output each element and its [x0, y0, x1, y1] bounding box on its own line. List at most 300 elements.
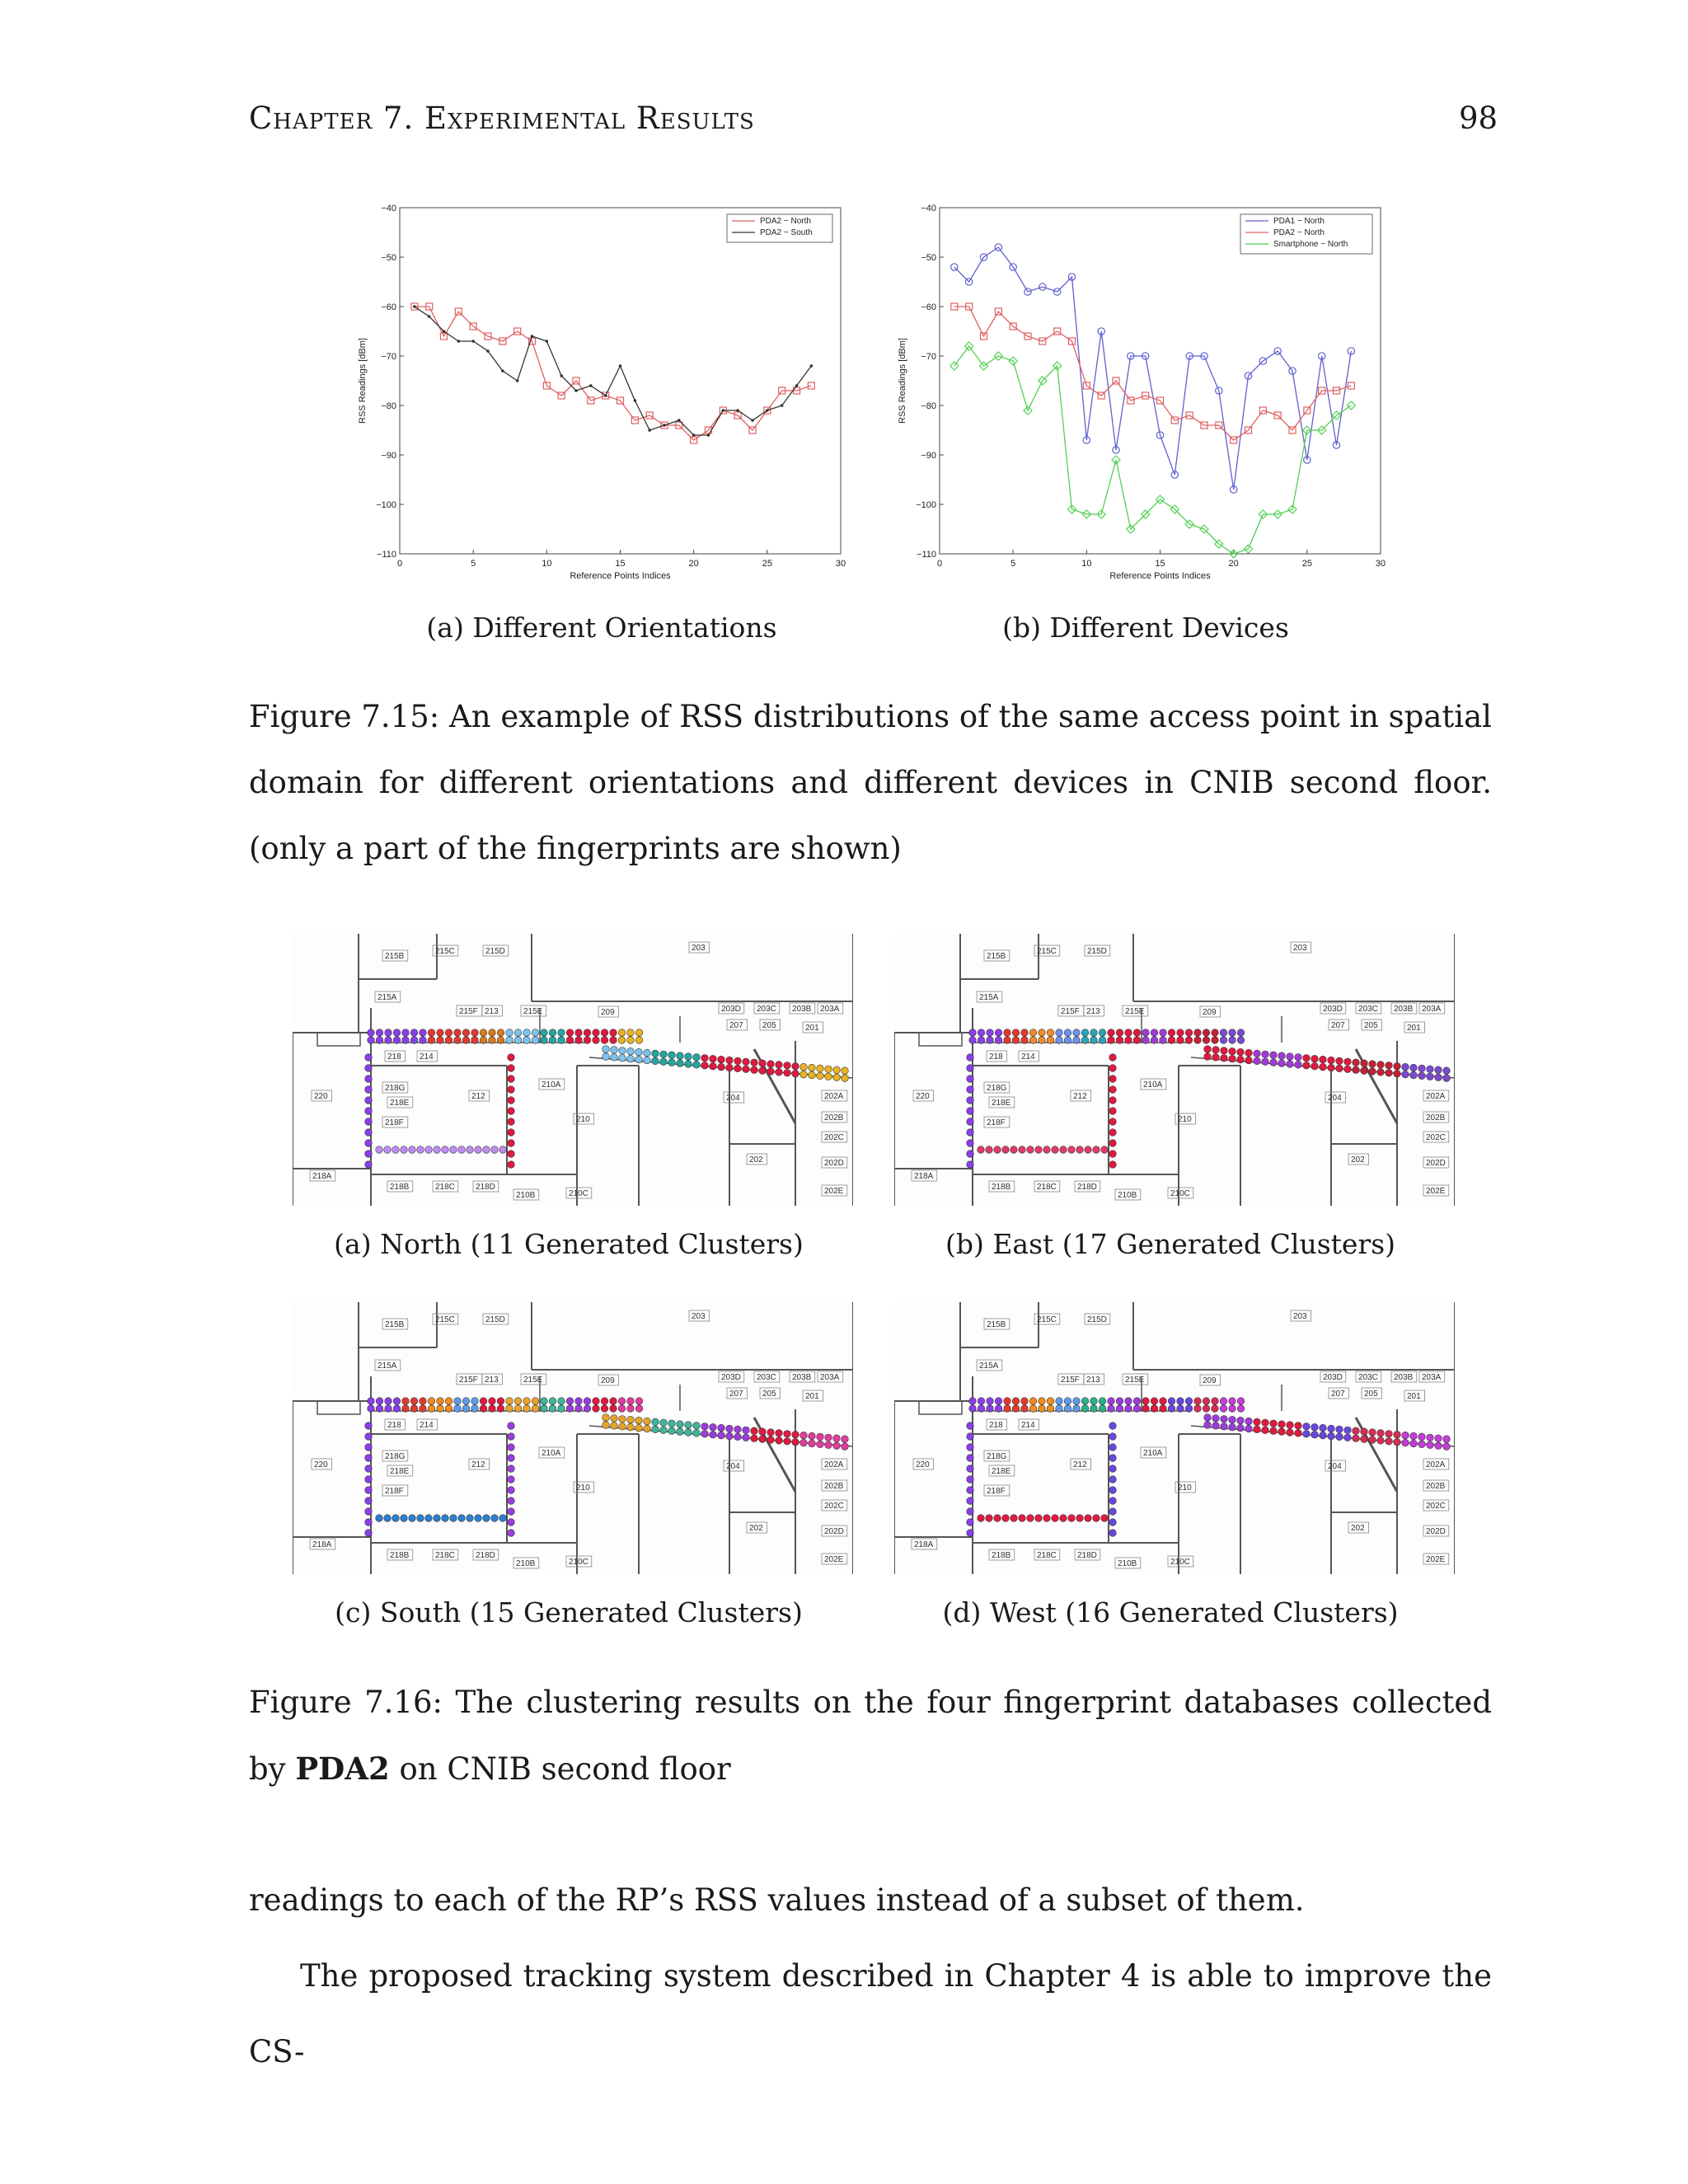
x-tick-label: 30 [835, 559, 846, 569]
room-label: 214 [1021, 1052, 1035, 1062]
fingerprint-point [1410, 1064, 1418, 1071]
fingerprint-point [986, 1146, 993, 1154]
fingerprint-point [1229, 1047, 1236, 1055]
fingerprint-point [541, 1037, 548, 1044]
fingerprint-point [1093, 1515, 1100, 1522]
fingerprint-point [393, 1398, 401, 1405]
room-label: 202B [1426, 1482, 1446, 1491]
room-label: 215E [1125, 1007, 1145, 1016]
fingerprint-point [677, 1060, 684, 1067]
fingerprint-point [652, 1418, 659, 1426]
fingerprint-point [610, 1029, 617, 1037]
x-axis-label: Reference Points Indices [570, 571, 671, 581]
fingerprint-point [558, 1037, 565, 1044]
fingerprint-point [710, 1055, 717, 1062]
fingerprint-point [1004, 1398, 1011, 1405]
fingerprint-point [685, 1429, 692, 1436]
room-label: 203B [1394, 1373, 1414, 1382]
fingerprint-point [987, 1398, 994, 1405]
fingerprint-point [491, 1146, 499, 1154]
legend-label: PDA2 − North [1273, 228, 1325, 237]
fingerprint-point [1344, 1434, 1352, 1441]
room-label: 215C [1037, 1315, 1057, 1324]
fingerprint-point [1109, 1108, 1117, 1115]
fingerprint-point [593, 1037, 600, 1044]
fingerprint-point [603, 1414, 610, 1422]
fingerprint-point [368, 1398, 375, 1405]
fingerprint-point [611, 1047, 618, 1054]
fingerprint-point [969, 1029, 977, 1037]
fingerprint-point [718, 1424, 725, 1432]
fingerprint-point [1116, 1037, 1123, 1044]
fingerprint-point [1151, 1405, 1158, 1413]
room-label: 202E [1426, 1555, 1446, 1564]
floor-plan-north [293, 934, 853, 1206]
fingerprint-point [575, 1037, 583, 1044]
legend-label: Smartphone − North [1273, 240, 1348, 249]
fingerprint-point [462, 1398, 470, 1405]
room-label: 218E [390, 1467, 410, 1476]
fingerprint-point [376, 1029, 383, 1037]
fingerprint-point [434, 1515, 441, 1522]
room-label: 210 [576, 1483, 590, 1493]
fingerprint-point [1168, 1037, 1175, 1044]
fingerprint-point [458, 1146, 466, 1154]
fingerprint-point [809, 1071, 816, 1079]
room-label: 203B [792, 1005, 812, 1014]
fingerprint-point [967, 1129, 974, 1137]
legend-label: PDA2 − South [760, 228, 813, 237]
fingerprint-point [1386, 1431, 1393, 1438]
fingerprint-point [1039, 1398, 1046, 1405]
fingerprint-point [1099, 1405, 1106, 1413]
fingerprint-point [677, 1428, 684, 1436]
data-point [795, 384, 799, 387]
fingerprint-point [1328, 1425, 1335, 1432]
fingerprint-point [668, 1420, 676, 1427]
fingerprint-point [1012, 1398, 1020, 1405]
fingerprint-point [566, 1405, 574, 1413]
fingerprint-point [1377, 1430, 1385, 1437]
x-tick-label: 10 [542, 559, 552, 569]
room-label: 213 [485, 1376, 499, 1385]
fingerprint-point [792, 1431, 799, 1438]
fingerprint-point [1353, 1435, 1360, 1442]
fingerprint-point [800, 1432, 808, 1439]
fingerprint-point [776, 1069, 783, 1076]
fingerprint-point [1185, 1037, 1193, 1044]
rss-device-chart [890, 198, 1401, 593]
fingerprint-point [1068, 1146, 1076, 1154]
fingerprint-point [1125, 1398, 1132, 1405]
fingerprint-point [1203, 1037, 1210, 1044]
fingerprint-point [967, 1433, 974, 1441]
fingerprint-point [967, 1497, 974, 1505]
room-label: 210C [569, 1558, 588, 1567]
room-label: 218F [987, 1118, 1006, 1127]
body-paragraph-start: The proposed tracking system described in Chapter 4 is able to improve the CS- [249, 1958, 1492, 2069]
data-point [707, 434, 710, 437]
fingerprint-point [792, 1438, 799, 1446]
data-point [589, 384, 593, 387]
room-label: 215A [377, 1361, 397, 1371]
fingerprint-point [1204, 1053, 1212, 1061]
fingerprint-point [701, 1423, 709, 1431]
fingerprint-point [1336, 1426, 1343, 1433]
fingerprint-point [1052, 1146, 1059, 1154]
fingerprint-point [508, 1530, 515, 1537]
fingerprint-point [1295, 1430, 1302, 1437]
fingerprint-point [767, 1429, 775, 1436]
fingerprint-point [471, 1398, 479, 1405]
fingerprint-point [800, 1439, 808, 1446]
fingerprint-point [1133, 1029, 1141, 1037]
fingerprint-point [644, 1418, 651, 1425]
room-label: 218 [989, 1052, 1003, 1062]
body-paragraph-end: readings to each of the RP’s RSS values instead of a subset of them. [249, 1882, 1305, 1918]
fingerprint-point [978, 1515, 985, 1522]
fingerprint-point [506, 1037, 513, 1044]
fingerprint-point [601, 1037, 608, 1044]
fingerprint-point [1328, 1432, 1335, 1440]
fingerprint-point [978, 1405, 985, 1413]
x-tick-label: 25 [762, 559, 772, 569]
room-label: 202E [824, 1555, 844, 1564]
fingerprint-point [1220, 1029, 1227, 1037]
fingerprint-point [409, 1146, 416, 1154]
fingerprint-point [1039, 1037, 1046, 1044]
room-label: 210C [1170, 1189, 1190, 1198]
fingerprint-point [1160, 1405, 1167, 1413]
room-label: 218G [385, 1452, 406, 1461]
fingerprint-point [365, 1097, 373, 1104]
y-axis-label: RSS Readings [dBm] [358, 338, 368, 424]
room-label: 218C [435, 1551, 455, 1560]
fingerprint-point [1212, 1422, 1220, 1430]
fingerprint-point [611, 1422, 618, 1430]
fingerprint-point [523, 1405, 531, 1413]
fingerprint-point [489, 1398, 496, 1405]
fingerprint-point [384, 1515, 392, 1522]
fingerprint-point [428, 1405, 435, 1413]
fingerprint-point [365, 1065, 373, 1072]
fingerprint-point [601, 1029, 608, 1037]
subcaption-south: (c) South (15 Generated Clusters) [335, 1596, 803, 1629]
fingerprint-point [1109, 1497, 1117, 1505]
room-label: 203C [757, 1373, 776, 1382]
fingerprint-point [784, 1062, 791, 1070]
fingerprint-point [710, 1062, 717, 1070]
room-label: 205 [1364, 1021, 1378, 1030]
fingerprint-point [1394, 1062, 1401, 1070]
fingerprint-point [809, 1064, 816, 1071]
fingerprint-point [365, 1076, 373, 1083]
fingerprint-point [1039, 1405, 1046, 1413]
fingerprint-point [593, 1405, 600, 1413]
fingerprint-point [410, 1037, 418, 1044]
fingerprint-point [365, 1519, 373, 1526]
fingerprint-point [635, 1398, 643, 1405]
fingerprint-point [726, 1064, 734, 1071]
fingerprint-point [480, 1037, 487, 1044]
subcaption-orientations: (a) Different Orientations [426, 612, 777, 644]
fingerprint-point [668, 1059, 676, 1066]
fingerprint-point [1328, 1057, 1335, 1064]
fingerprint-point [1076, 1146, 1084, 1154]
room-label: 212 [471, 1460, 485, 1469]
fingerprint-point [1194, 1398, 1202, 1405]
fingerprint-point [365, 1433, 373, 1441]
fingerprint-point [1237, 1417, 1245, 1424]
fingerprint-point [833, 1066, 841, 1074]
fingerprint-point [1204, 1046, 1212, 1053]
fingerprint-point [1311, 1423, 1319, 1431]
data-point [781, 404, 784, 407]
fingerprint-point [506, 1405, 513, 1413]
room-label: 209 [601, 1376, 615, 1385]
fingerprint-point [627, 1398, 635, 1405]
fingerprint-point [635, 1056, 643, 1063]
room-label: 204 [726, 1462, 740, 1471]
fingerprint-point [1303, 1431, 1311, 1438]
fingerprint-point [593, 1398, 600, 1405]
fingerprint-point [1254, 1426, 1261, 1433]
fingerprint-point [987, 1029, 994, 1037]
fingerprint-point [508, 1465, 515, 1473]
fingerprint-point [610, 1405, 617, 1413]
fingerprint-point [817, 1441, 824, 1448]
fingerprint-point [499, 1515, 507, 1522]
fingerprint-point [1377, 1069, 1385, 1076]
room-label: 218B [390, 1551, 410, 1560]
fingerprint-point [1109, 1076, 1117, 1083]
room-label: 204 [1328, 1462, 1342, 1471]
fingerprint-point [1229, 1423, 1236, 1431]
data-point [560, 374, 563, 377]
fingerprint-point [584, 1029, 591, 1037]
room-label: 215C [435, 1315, 455, 1324]
fingerprint-point [635, 1029, 643, 1037]
room-label: 218A [312, 1172, 332, 1181]
fingerprint-point [467, 1146, 474, 1154]
fingerprint-point [619, 1423, 626, 1431]
data-point [428, 315, 431, 318]
fingerprint-point [1021, 1405, 1029, 1413]
room-label: 203C [1358, 1005, 1378, 1014]
fingerprint-point [483, 1515, 490, 1522]
fingerprint-point [1435, 1066, 1442, 1074]
fingerprint-point [506, 1029, 513, 1037]
fingerprint-point [402, 1037, 410, 1044]
room-label: 203A [820, 1373, 840, 1382]
fingerprint-point [1085, 1146, 1092, 1154]
fingerprint-point [1287, 1429, 1294, 1436]
fingerprint-point [410, 1398, 418, 1405]
fingerprint-point [532, 1029, 539, 1037]
fingerprint-point [1056, 1398, 1063, 1405]
data-point [413, 305, 416, 308]
room-label: 215D [1087, 1315, 1107, 1324]
fingerprint-point [471, 1037, 479, 1044]
fingerprint-point [1443, 1436, 1451, 1443]
fingerprint-point [434, 1146, 441, 1154]
fingerprint-point [365, 1455, 373, 1462]
fingerprint-point [1245, 1418, 1253, 1425]
fingerprint-point [1311, 1062, 1319, 1070]
fingerprint-point [393, 1037, 401, 1044]
fingerprint-point [701, 1431, 709, 1438]
data-point [457, 340, 461, 343]
fingerprint-point [1237, 1037, 1245, 1044]
fingerprint-point [1237, 1424, 1245, 1432]
fingerprint-point [549, 1037, 556, 1044]
fingerprint-point [967, 1108, 974, 1115]
fingerprint-point [1278, 1428, 1286, 1436]
fingerprint-point [1410, 1440, 1418, 1447]
fingerprint-point [1369, 1061, 1376, 1068]
fingerprint-point [969, 1405, 977, 1413]
fingerprint-point [1203, 1405, 1210, 1413]
x-tick-label: 0 [936, 559, 943, 569]
fingerprint-point [1021, 1037, 1029, 1044]
fingerprint-point [514, 1029, 522, 1037]
fingerprint-point [454, 1398, 462, 1405]
fingerprint-point [1270, 1059, 1278, 1066]
fingerprint-point [365, 1118, 373, 1126]
fingerprint-point [508, 1086, 515, 1094]
fingerprint-point [1035, 1146, 1043, 1154]
fingerprint-point [1160, 1398, 1167, 1405]
fingerprint-point [1402, 1432, 1409, 1439]
fingerprint-point [1099, 1398, 1106, 1405]
fingerprint-point [967, 1118, 974, 1126]
fingerprint-point [1410, 1432, 1418, 1440]
fingerprint-point [627, 1416, 635, 1423]
fingerprint-point [601, 1405, 608, 1413]
fingerprint-point [1064, 1405, 1071, 1413]
fingerprint-point [833, 1074, 841, 1081]
fingerprint-point [558, 1029, 565, 1037]
room-label: 212 [1073, 1092, 1087, 1101]
room-label: 205 [762, 1021, 776, 1030]
fingerprint-point [1221, 1416, 1228, 1423]
room-label: 209 [1203, 1376, 1217, 1385]
room-label: 202D [824, 1159, 844, 1168]
fingerprint-point [1019, 1515, 1026, 1522]
x-tick-label: 10 [1081, 559, 1092, 569]
room-label: 215E [523, 1376, 543, 1385]
fingerprint-point [603, 1053, 610, 1061]
subcaption-east: (b) East (17 Generated Clusters) [945, 1228, 1396, 1260]
room-label: 202C [824, 1502, 844, 1511]
fingerprint-point [1012, 1037, 1020, 1044]
fingerprint-point [1262, 1058, 1269, 1066]
fingerprint-point [417, 1515, 424, 1522]
fingerprint-point [523, 1398, 531, 1405]
fingerprint-point [1336, 1433, 1343, 1441]
room-label: 209 [601, 1008, 615, 1017]
fingerprint-point [1039, 1029, 1046, 1037]
fingerprint-point [392, 1146, 400, 1154]
fingerprint-point [619, 1055, 626, 1062]
room-label: 215A [377, 993, 397, 1002]
fingerprint-point [549, 1029, 556, 1037]
room-label: 215B [987, 1320, 1006, 1329]
fingerprint-point [508, 1076, 515, 1083]
fingerprint-point [1237, 1056, 1245, 1063]
fingerprint-point [1133, 1037, 1141, 1044]
fingerprint-point [1108, 1029, 1115, 1037]
fingerprint-point [549, 1398, 556, 1405]
fingerprint-point [611, 1415, 618, 1422]
fingerprint-point [759, 1428, 767, 1436]
fingerprint-point [710, 1423, 717, 1431]
fingerprint-point [558, 1398, 565, 1405]
room-label: 202D [1426, 1527, 1446, 1536]
caption-716-pre: Figure 7.16: The clustering results on the four fingerprint databases collected by [249, 1685, 1492, 1787]
fingerprint-point [1073, 1398, 1081, 1405]
x-tick-label: 20 [1228, 559, 1239, 569]
fingerprint-point [759, 1067, 767, 1075]
fingerprint-point [489, 1405, 496, 1413]
fingerprint-point [1109, 1455, 1117, 1462]
y-tick-label: −100 [916, 500, 936, 510]
fingerprint-point [392, 1515, 400, 1522]
fingerprint-point [1245, 1425, 1253, 1432]
fingerprint-point [1056, 1037, 1063, 1044]
room-label: 202D [1426, 1159, 1446, 1168]
fingerprint-point [1212, 1054, 1220, 1062]
fingerprint-point [1427, 1073, 1434, 1080]
fingerprint-point [726, 1425, 734, 1432]
fingerprint-point [1394, 1438, 1401, 1446]
room-label: 215B [987, 952, 1006, 961]
fingerprint-point [734, 1433, 742, 1441]
fingerprint-point [1320, 1056, 1327, 1063]
fingerprint-point [1212, 1029, 1219, 1037]
room-label: 215D [485, 1315, 505, 1324]
fingerprint-point [402, 1398, 410, 1405]
fingerprint-point [1336, 1065, 1343, 1072]
fingerprint-point [809, 1432, 816, 1440]
fingerprint-point [365, 1497, 373, 1505]
fingerprint-point [677, 1421, 684, 1428]
fingerprint-point [365, 1108, 373, 1115]
fingerprint-point [1116, 1029, 1123, 1037]
fingerprint-point [751, 1427, 758, 1435]
fingerprint-point [1109, 1161, 1117, 1169]
fingerprint-point [1068, 1515, 1076, 1522]
fingerprint-point [1168, 1029, 1175, 1037]
fingerprint-point [402, 1405, 410, 1413]
fingerprint-point [701, 1062, 709, 1070]
fingerprint-point [1125, 1029, 1132, 1037]
fingerprint-point [767, 1061, 775, 1068]
room-label: 218B [390, 1183, 410, 1192]
fingerprint-point [825, 1073, 832, 1080]
fingerprint-point [978, 1146, 985, 1154]
fingerprint-point [1029, 1405, 1037, 1413]
fingerprint-point [1027, 1515, 1034, 1522]
fingerprint-point [437, 1398, 444, 1405]
fingerprint-point [784, 1431, 791, 1438]
room-label: 218F [385, 1487, 404, 1496]
data-point [648, 429, 651, 432]
fingerprint-point [1311, 1431, 1319, 1438]
room-label: 202A [824, 1460, 844, 1469]
room-label: 207 [729, 1021, 743, 1030]
fingerprint-point [532, 1398, 539, 1405]
